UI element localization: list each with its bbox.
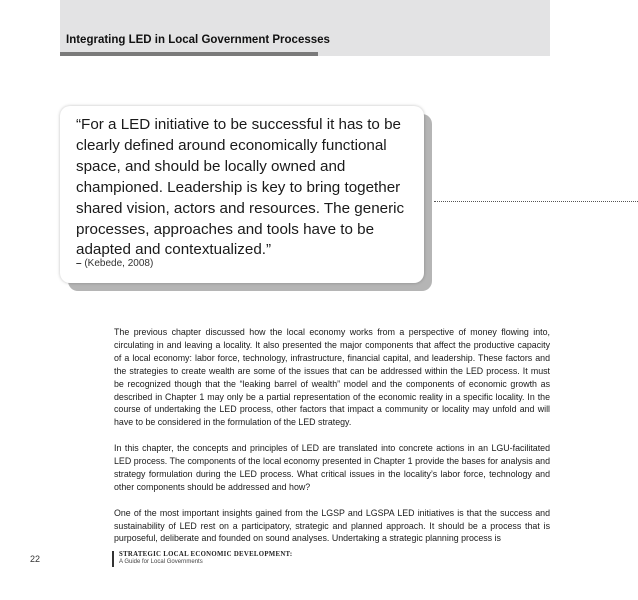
footer-book-title: STRATEGIC LOCAL ECONOMIC DEVELOPMENT: — [119, 551, 293, 558]
body-paragraph: The previous chapter discussed how the local economy works from a perspective of money flowing into, circulating in and leaving a locality. It also presented the major components that affect the productive capacity of a local economy: labor force, technology, infrastructure, financial capital, and leadership. These factors and the strategies to create wealth are some of the issues that can be addressed within the LED process. It must be recognized though that the “leaking barrel of wealth” model and the components of economic growth as described in Chapter 1 may only be a partial representation of the economic reality in a specific locality. In the course of undertaking the LED process, other factors that impact a community or locality may unfold and will have to be considered in the formulation of the LED strategy. — [114, 327, 550, 428]
body-paragraph: In this chapter, the concepts and principles of LED are translated into concrete actions in an LGU-facilitated LED process. The components of the local economy presented in Chapter 1 provide the bases for analysis and strategy formulation during the LED process. What critical issues in the locality’s labor force, technology and other components should be addressed and how? — [114, 443, 550, 492]
header-rule — [60, 52, 318, 56]
body-text — [114, 326, 550, 558]
pull-quote-text: “For a LED initiative to be successful it has to be clearly defined around economically functional space, and should be locally owned and championed. Leadership is key to bring together shared vision, actors and resources. The generic processes, approaches and tools have to be adapted and contextualized.” — [76, 116, 405, 259]
footer-book-subtitle: A Guide for Local Governments — [119, 559, 203, 565]
page-number: 22 — [30, 554, 41, 564]
footer-bar — [112, 551, 114, 567]
citation-source: (Kebede, 2008) — [84, 258, 154, 269]
header-band — [60, 0, 550, 56]
dotted-divider — [434, 201, 638, 202]
pull-quote-citation — [76, 258, 153, 269]
body-paragraph: One of the most important insights gained from the LGSP and LGSPA LED initiatives is that the success and sustainability of LED rest on a participatory, strategic and planned approach. It should be a process that is purposeful, deliberate and founded on sound analyses. Undertaking a strategic planning process is — [114, 507, 550, 544]
running-header-title: Integrating LED in Local Government Processes — [66, 34, 330, 46]
citation-dash: – — [76, 258, 82, 269]
